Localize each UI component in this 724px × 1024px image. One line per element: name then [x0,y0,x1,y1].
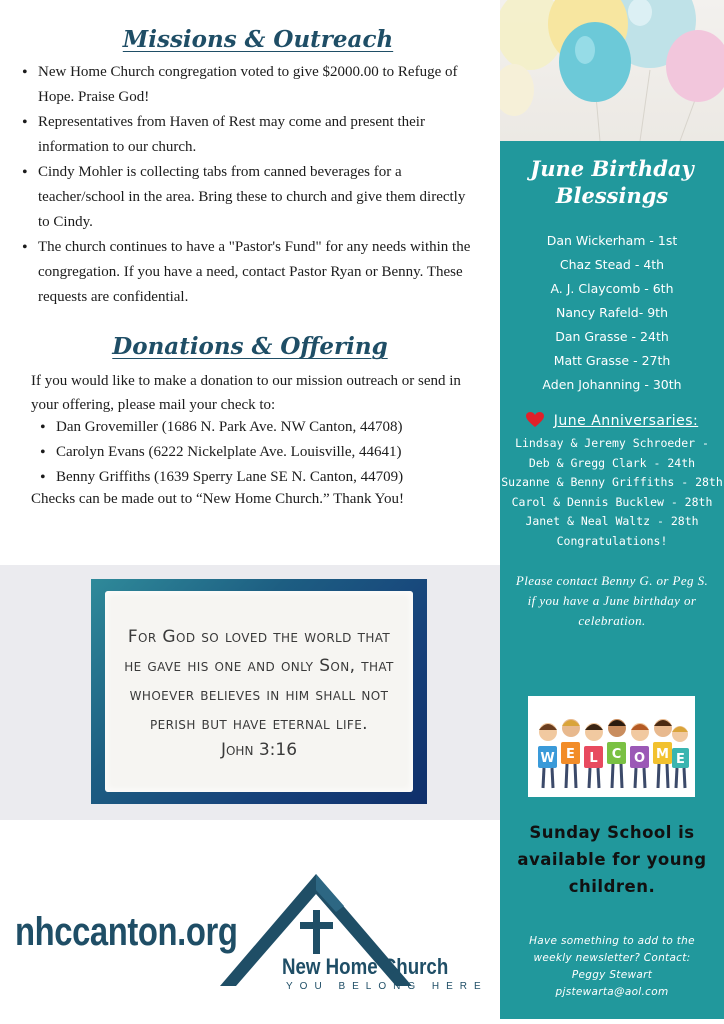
anniversary-list [500,434,724,551]
verse-section [0,565,500,820]
birthday-contact-note: Please contact Benny G. or Peg S. if you have a June birthday or celebration. [515,573,709,628]
logo-church-name: New Home Church [282,954,449,979]
right-column [500,0,724,1024]
list-item: • Representatives from Haven of Rest may come and present their information to our church. [20,110,480,160]
list-item: Dan Grasse - 24th [555,329,669,344]
verse-text: For God so loved the world that he gave his one and only Son, that whoever believes in him shall not perish but have eternal life. [124,627,394,734]
donations-heading: Donations & Offering [112,333,388,360]
list-item: Deb & Gregg Clark - 24th [528,455,696,470]
list-item: Janet & Neal Waltz - 28th [525,514,699,528]
donation-address-list [38,415,478,490]
website-link[interactable]: nhccanton.org [15,910,238,954]
sunday-school-note: Sunday School is available for young children. [517,823,707,896]
welcome-kids-image [528,696,695,797]
welcome-letter: M [656,747,669,762]
list-item: Chaz Stead - 4th [559,257,665,272]
list-item: Suzanne & Benny Griffiths - 28th [501,475,723,489]
list-item: • Dan Grovemiller (1686 N. Park Ave. NW Canton, 44708) [38,415,478,440]
welcome-letter: W [540,751,555,766]
church-logo [220,868,490,996]
verse-reference: John 3:16 [220,740,298,760]
list-item: Nancy Rafeld- 9th [555,305,668,320]
welcome-kids-icon [528,696,695,797]
checks-note: Checks can be made out to “New Home Church.” Thank You! [31,491,404,507]
list-item: Aden Johanning - 30th [542,377,682,392]
welcome-letter: O [633,751,646,766]
verse-card [91,579,427,804]
list-item: Matt Grasse - 27th [553,353,671,368]
balloons-icon [500,0,724,141]
welcome-letter: C [611,747,622,762]
verse-card-inner [105,591,413,792]
list-item: Lindsay & Jeremy Schroeder - [515,436,709,450]
list-item: • New Home Church congregation voted to give $2000.00 to Refuge of Hope. Praise God! [20,60,480,110]
list-item: • Carolyn Evans (6222 Nickelplate Ave. Louisville, 44641) [38,440,478,465]
welcome-letter: L [589,751,598,766]
list-item: Carol & Dennis Bucklew - 28th [511,494,713,509]
donations-intro: If you would like to make a donation to our mission outreach or send in your offering, please mail your check to: [31,373,461,413]
list-item: • Benny Griffiths (1639 Sperry Lane SE N. Canton, 44709) [38,465,478,490]
balloons-image [500,0,724,141]
missions-list [20,60,480,310]
newsletter-contact [512,933,712,1001]
birthday-heading-line2: Blessings [555,183,669,208]
logo-tagline: YOU BELONG HERE [286,981,488,992]
anniversary-title: June Anniversaries: [553,413,699,429]
list-item: Congratulations! [556,533,668,548]
list-item: • Cindy Mohler is collecting tabs from canned beverages for a teacher/school in the area. Bring these to church and give them directly to Cindy. [20,160,480,235]
heart-icon [526,412,544,428]
birthday-list [500,229,724,397]
welcome-letter: E [676,752,685,767]
birthday-heading [500,155,724,209]
welcome-letter: E [566,747,575,762]
list-item: Dan Wickerham - 1st [546,233,678,248]
newsletter-email[interactable]: pjstewarta@aol.com [555,986,669,998]
missions-heading: Missions & Outreach [122,26,394,53]
birthday-heading-line1: June Birthday [530,156,694,181]
list-item: • The church continues to have a "Pastor's Fund" for any needs within the congregation. If you have a need, contact Pastor Ryan or Benny. These requests are confidential. [20,235,480,310]
newsletter-prompt: Have something to add to the weekly newsletter? Contact: [529,935,695,964]
info-panel [500,141,724,1019]
list-item: A. J. Claycomb - 6th [550,281,674,296]
newsletter-contact-name: Peggy Stewart [571,969,653,981]
anniversary-heading [500,412,724,430]
